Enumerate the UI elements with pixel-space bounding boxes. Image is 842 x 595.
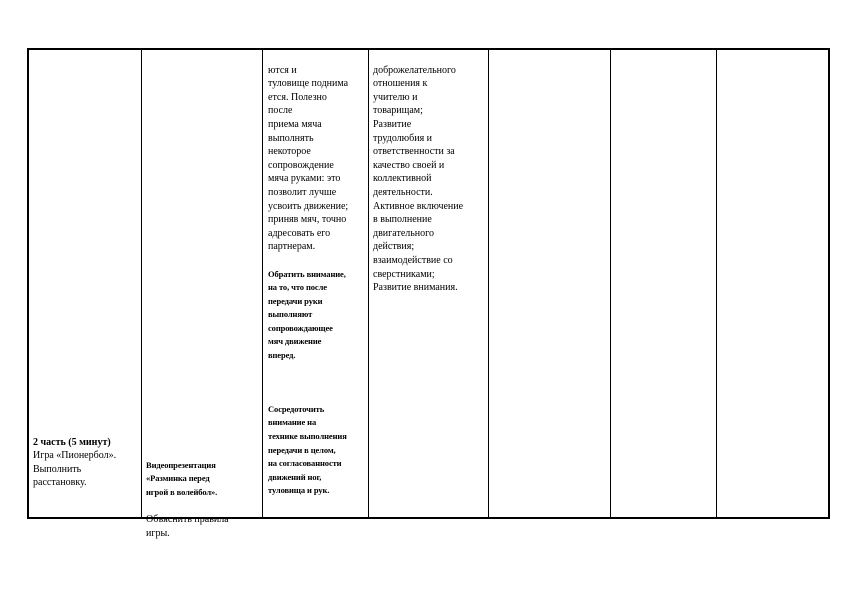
cell-teacher-activity — [146, 445, 260, 554]
lesson-table — [27, 48, 830, 539]
stage-description: Игра «Пионербол». Выполнить расстановку. — [33, 450, 117, 489]
column-divider — [368, 50, 369, 517]
cell-method-notes — [268, 50, 366, 512]
teacher-instruction: Объяснить правила игры. — [146, 513, 229, 539]
part-title: 2 часть (5 минут) — [33, 436, 111, 448]
column-divider — [716, 50, 717, 517]
cell-learning-outcomes — [373, 50, 487, 308]
column-divider — [610, 50, 611, 517]
column-divider — [488, 50, 489, 517]
method-text: ются и туловище поднима ется. Полезно после приема мяча выполнять некоторое сопровождение мяча руками: это позволит лучше усвоить движение; приняв мяч, точно адресовать его партнерам. — [268, 64, 349, 253]
outcomes-text: доброжелательного отношения к учителю и товарищам; Развитие трудолюбия и ответственности за качество своей и коллективной деятельности. Активное включение в выполнение двигательного действия; взаимодействие со сверстниками; Развитие внимания. — [373, 64, 464, 294]
presentation-title: Видеопрезентация «Разминка перед игрой в волейбол». — [146, 459, 218, 497]
cell-stage — [33, 422, 139, 504]
method-note-2: Сосредоточить внимание на технике выполнения передачи в целом, на согласованности движений ног, туловища и рук. — [268, 403, 347, 496]
column-divider — [262, 50, 263, 517]
column-divider — [141, 50, 142, 517]
method-note-1: Обратить внимание, на то, что после передачи руки выполняют сопровождающее мяч движение вперед. — [268, 268, 346, 361]
